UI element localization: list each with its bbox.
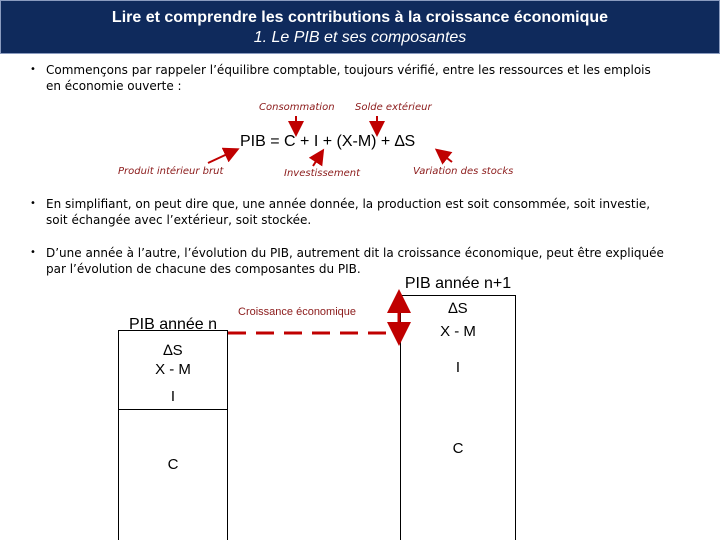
pib-formula: PIB = C + I + (X-M) + ∆S — [240, 133, 416, 150]
growth-label: Croissance économique — [238, 306, 357, 318]
label-solde-exterieur: Solde extérieur — [355, 102, 432, 113]
label-variation-stocks: Variation des stocks — [413, 166, 514, 177]
pib-year-n1-c: C — [452, 440, 464, 457]
bullet-text: En simplifiant, on peut dire que, une année donnée, la production est soit consommée, soit investie, soit échangée avec l’extérieur, soit stockée. — [46, 197, 651, 227]
bullet-text: D’une année à l’autre, l’évolution du PIB, autrement dit la croissance économique, peut être expliquée par l’évolution de chacune des composantes du PIB. — [46, 246, 664, 276]
label-investissement: Investissement — [284, 168, 360, 179]
label-produit-interieur-brut: Produit intérieur brut — [118, 166, 224, 177]
pib-year-n-c: C — [167, 456, 179, 473]
label-consommation: Consommation — [259, 102, 335, 113]
pib-year-n-ds: ∆S — [163, 342, 183, 359]
slide-title: Lire et comprendre les contributions à la croissance économique — [111, 9, 609, 26]
bullet-marker: • — [30, 198, 36, 209]
pib-year-n-i: I — [170, 388, 176, 405]
pib-year-n-xm: X - M — [155, 361, 191, 378]
pib-year-n-title: PIB année n — [128, 316, 218, 333]
bullet-marker: • — [30, 64, 36, 75]
pib-year-n1-title: PIB année n+1 — [404, 275, 512, 292]
slide-subtitle: 1. Le PIB et ses composantes — [253, 29, 467, 46]
pib-year-n1-ds: ∆S — [448, 300, 468, 317]
bullet-text: Commençons par rappeler l’équilibre comptable, toujours vérifié, entre les ressources et les emplois en économie ouverte : — [46, 63, 651, 93]
pib-year-n1-i: I — [455, 359, 461, 376]
bullet-marker: • — [30, 247, 36, 258]
pib-year-n1-xm: X - M — [440, 323, 476, 340]
